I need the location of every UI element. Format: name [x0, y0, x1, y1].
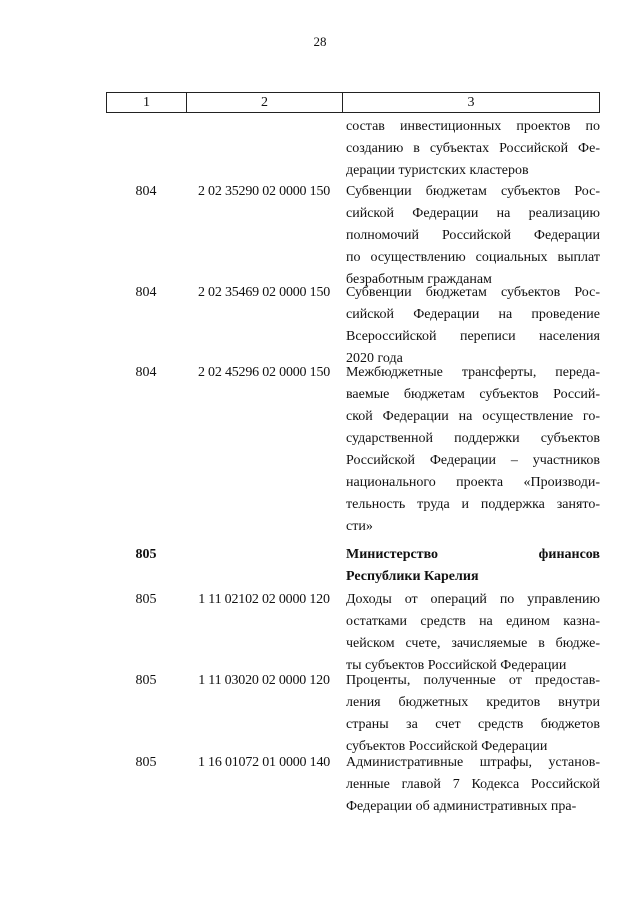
- description-line: чейском счете, зачисляемые в бюдже-: [346, 636, 600, 651]
- page-number: 28: [313, 34, 327, 49]
- description-line: Федерации об административных пра-: [346, 799, 577, 814]
- description-line: Доходы от операций по управлению: [346, 592, 600, 607]
- table-row: [106, 116, 600, 182]
- description-line: Проценты, полученные от предостав-: [346, 673, 600, 688]
- table-row: [106, 544, 600, 588]
- description-cell: [342, 670, 600, 758]
- description-line: сударственной поддержки субъектов: [346, 431, 600, 446]
- admin-code-cell: 804: [135, 285, 157, 300]
- table-row: [106, 670, 600, 758]
- description-line: Субвенции бюджетам субъектов Рос-: [346, 285, 600, 300]
- table-header-cell: 2: [187, 93, 343, 112]
- description-line: Министерство финансов: [346, 547, 600, 562]
- description-line: Республики Карелия: [346, 569, 479, 584]
- budget-code-cell: 2 02 35469 02 0000 150: [197, 285, 331, 300]
- admin-code-cell: 805: [135, 592, 157, 607]
- admin-code-cell: 805: [135, 755, 157, 770]
- description-line: дерации туристских кластеров: [346, 163, 529, 178]
- table-row: [106, 752, 600, 818]
- description-cell: [342, 362, 600, 538]
- description-line: ской Федерации на осуществление го-: [346, 409, 600, 424]
- table-row: [106, 589, 600, 677]
- description-cell: [342, 116, 600, 182]
- description-line: 2020 года: [346, 351, 403, 366]
- table-row: [106, 282, 600, 370]
- budget-code-cell: [186, 116, 342, 182]
- description-line: Межбюджетные трансферты, переда-: [346, 365, 600, 380]
- description-line: Административные штрафы, установ-: [346, 755, 600, 770]
- budget-code-cell: 2 02 45296 02 0000 150: [197, 365, 331, 380]
- admin-code-cell: 804: [135, 184, 157, 199]
- admin-code-cell: 804: [135, 365, 157, 380]
- table-header-row: [106, 92, 600, 113]
- description-cell: [342, 181, 600, 291]
- table-header-cell: 1: [107, 93, 187, 112]
- description-line: созданию в субъектах Российской Фе-: [346, 141, 600, 156]
- description-cell: [342, 589, 600, 677]
- budget-code-cell: 1 11 03020 02 0000 120: [198, 673, 330, 688]
- description-line: субъектов Российской Федерации: [346, 739, 548, 754]
- description-line: сийской Федерации на реализацию: [346, 206, 600, 221]
- description-line: безработным гражданам: [346, 272, 492, 287]
- description-line: Субвенции бюджетам субъектов Рос-: [346, 184, 600, 199]
- description-line: страны за счет средств бюджетов: [346, 717, 600, 732]
- admin-code-cell: 805: [135, 547, 157, 562]
- description-cell: [342, 752, 600, 818]
- description-cell: [342, 544, 600, 588]
- description-line: сти»: [346, 519, 373, 534]
- description-cell: [342, 282, 600, 370]
- description-line: остатками средств на едином казна-: [346, 614, 600, 629]
- description-line: ты субъектов Российской Федерации: [346, 658, 567, 673]
- description-line: ленные главой 7 Кодекса Российской: [346, 777, 600, 792]
- budget-code-cell: [186, 544, 342, 588]
- admin-code-cell: [106, 116, 186, 182]
- description-line: по осуществлению социальных выплат: [346, 250, 600, 265]
- description-line: ления бюджетных кредитов внутри: [346, 695, 600, 710]
- description-line: Всероссийской переписи населения: [346, 329, 600, 344]
- admin-code-cell: 805: [135, 673, 157, 688]
- description-line: Российской Федерации – участников: [346, 453, 600, 468]
- table-row: [106, 181, 600, 291]
- budget-code-cell: 1 16 01072 01 0000 140: [197, 755, 331, 770]
- table-header-cell: 3: [467, 95, 475, 110]
- description-line: ваемые бюджетам субъектов Россий-: [346, 387, 600, 402]
- description-line: национального проекта «Производи-: [346, 475, 600, 490]
- description-line: состав инвестиционных проектов по: [346, 119, 600, 134]
- table-row: [106, 362, 600, 538]
- description-line: тельность труда и поддержка занято-: [346, 497, 600, 512]
- budget-code-cell: 1 11 02102 02 0000 120: [198, 592, 330, 607]
- description-line: сийской Федерации на проведение: [346, 307, 600, 322]
- budget-code-cell: 2 02 35290 02 0000 150: [197, 184, 331, 199]
- description-line: полномочий Российской Федерации: [346, 228, 600, 243]
